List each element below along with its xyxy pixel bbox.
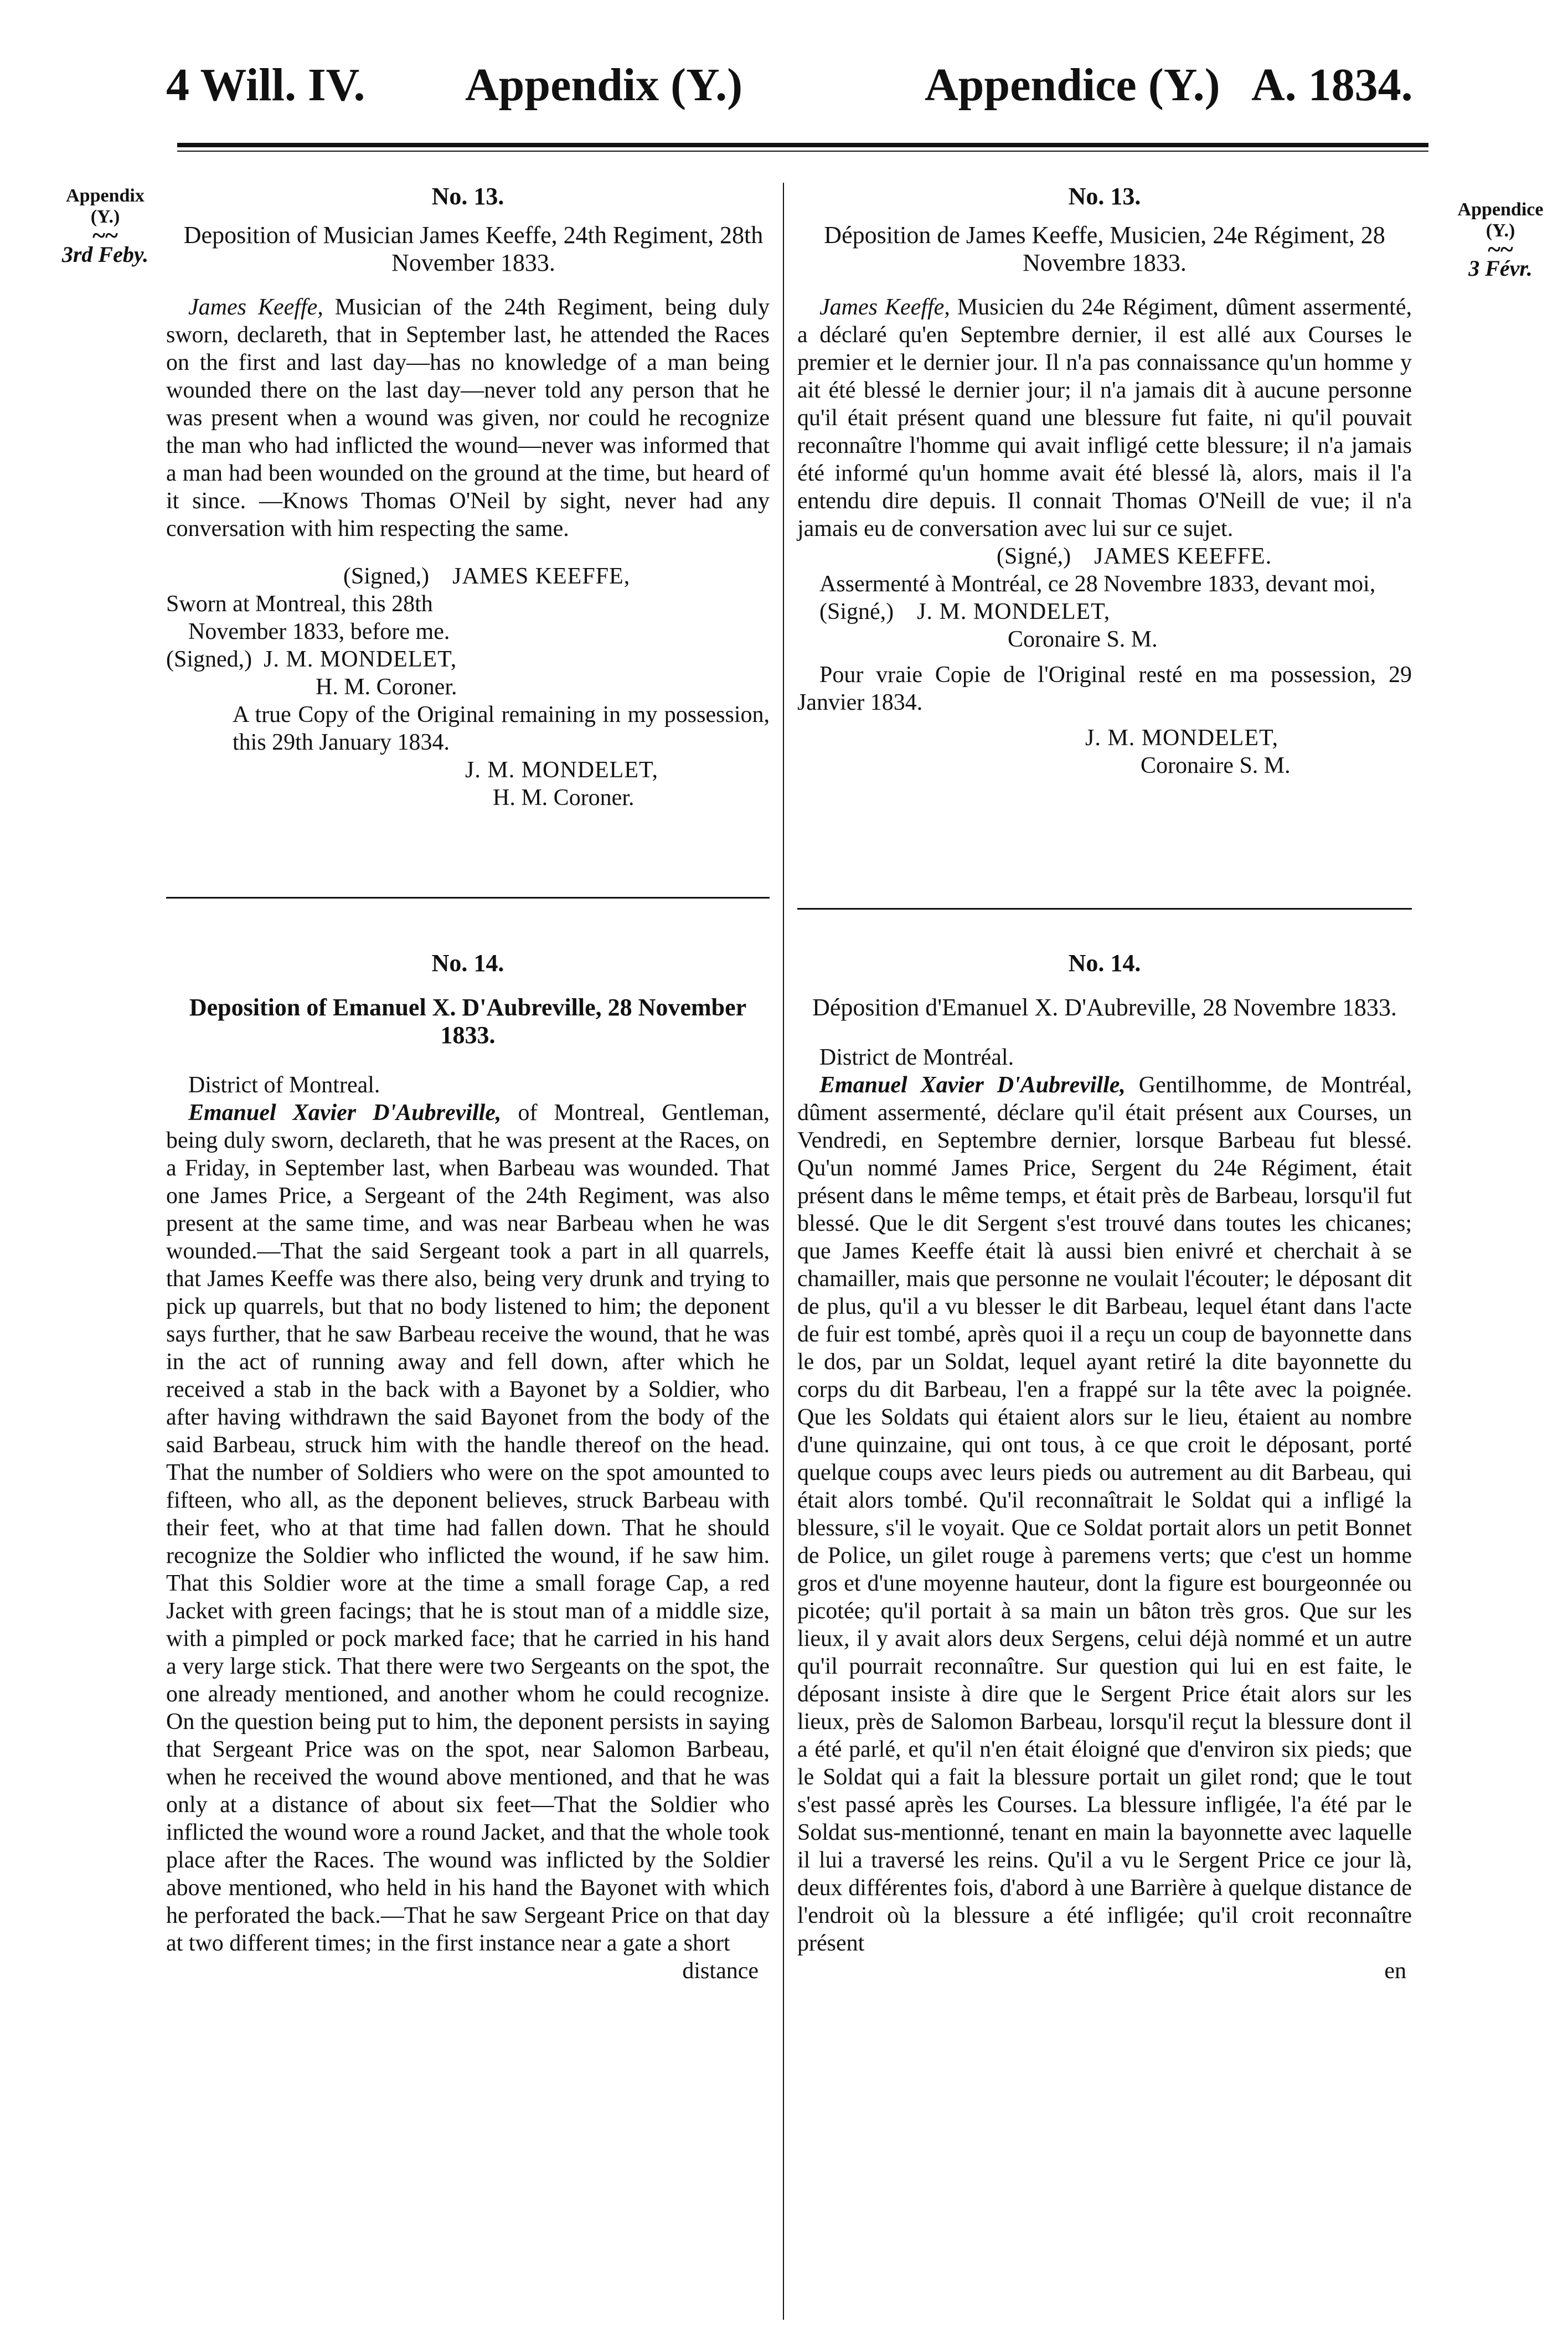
margin-label-left: Appendix [66, 185, 145, 206]
coroner-title: H. M. Coroner. [316, 674, 457, 700]
margin-note-right [1451, 199, 1550, 279]
deposition-text: Gentilhomme, de Montréal, dûment assermenté, déclare qu'il était présent aux Courses, un Vendredi, en Septembre dernier, lorsque Barbeau fut blessé. Qu'un nommé James Price, Sergent du 24e Régiment, était présent dans le même temps, et était près de Barbeau, lorsqu'il fut blessé. Que le dit Sergent s'est trouvé dans toutes les chicanes; que James Keeffe était là aussi bien enivré et cherchait à se chamailler, mais que personne ne voulait l'écouter; le déposant dit de plus, qu'il a vu blesser le dit Barbeau, lequel étant dans l'acte de fuir est tombé, après quoi il a reçu un coup de bayonnette dans le dos, par un Soldat, lequel ayant retiré la dite bayonnette du corps du dit Barbeau, l'en a frappé sur la tête avec la poignée. Que les Soldats qui étaient alors sur le lieu, étaient au nombre d'une quinzaine, qui ont tous, à ce que croit le déposant, porté quelque coups avec leurs pieds ou autrement au dit Barbeau, qui était alors tombé. Qu'il reconnaîtrait le Soldat qui a infligé la blessure, s'il le voyait. Que ce Soldat portait alors un petit Bonnet de Police, un gilet rouge à paremens verts; que c'est un homme gros et d'une moyenne hauteur, dont la figure est bourgeonnée ou picotée; qu'il portait à sa main un bâton très gros. Que sur les lieux, il y avait alors deux Sergens, celui déjà nommé et un autre qu'il pourrait reconnaître. Sur question qui lui en est faite, le déposant insiste à dire que le Sergent Price était alors sur les lieux, près de Salomon Barbeau, lorsqu'il reçut la blessure dont il a été parlé, et qu'il n'en était éloigné que d'environ six pieds; que le Soldat qui a fait la blessure portait un gilet rond; que le tout s'est passé après les Courses. La blessure infligée, l'a été par le Soldat sus-mentionné, tenant en main la bayonnette avec laquelle il lui a traversé les reins. Qu'il a vu le Sergent Price ce jour là, deux différentes fois, d'abord à une Barrière à quelque distance de l'endroit où la blessure a été infligée; qu'il croit reconnaître présent [797, 1072, 1412, 1956]
english-deposition-14 [166, 949, 770, 1985]
margin-sub-right: (Y.) [1486, 220, 1515, 241]
final-signature: J. M. MONDELET, [1085, 725, 1279, 751]
deposition-title: Deposition of Musician James Keeffe, 24th Regiment, 28th November 1833. [183, 221, 764, 276]
deposition-title: Déposition d'Emanuel X. D'Aubreville, 28 Novembre 1833. [812, 994, 1397, 1021]
district-label: District de Montréal. [819, 1045, 1014, 1070]
coroner-name: J. M. MONDELET, [917, 599, 1111, 625]
signed-label: (Signé,) [819, 599, 894, 625]
final-title: H. M. Coroner. [493, 785, 635, 811]
column-divider [783, 183, 784, 2320]
margin-sub-left: (Y.) [90, 207, 120, 227]
final-signature: J. M. MONDELET, [465, 757, 659, 783]
deponent-name: James Keeffe, [188, 295, 323, 320]
deposition-body [797, 1071, 1412, 1957]
true-copy-note: Pour vraie Copie de l'Original resté en ma possession, 29 Janvier 1834. [797, 662, 1412, 715]
sworn-line-1: Sworn at Montreal, this 28th [166, 591, 433, 617]
final-title: Coronaire S. M. [1141, 753, 1291, 778]
header-rule-thin [177, 151, 1428, 152]
sworn-line-2: November 1833, before me. [188, 619, 450, 644]
year-label: A. 1834. [1251, 59, 1413, 111]
header-rule [177, 143, 1428, 147]
deposition-text: Musician of the 24th Regiment, being duly sworn, declareth, that in September last, he attended the Races on the first and last day—has no knowledge of a man being wounded there on the last day—never told any person that he was present when a wound was given, nor could he recognize the man who had inflicted the wound—never was informed that a man had been wounded on the ground at the time, but heard of it since. —Knows Thomas O'Neil by sight, never had any conversation with him respecting the same. [166, 295, 770, 541]
sworn-line: Assermenté à Montréal, ce 28 Novembre 1833, devant moi, [819, 571, 1376, 597]
margin-note-left [55, 185, 155, 265]
margin-date-left: 3rd Feby. [61, 242, 149, 267]
signed-name: JAMES KEEFFE. [1094, 544, 1272, 569]
coroner-title: Coronaire S. M. [1008, 627, 1158, 652]
signed-label: (Signed,) [166, 647, 252, 672]
signature-line [166, 563, 770, 590]
signature-line [797, 543, 1412, 570]
district-label: District of Montreal. [188, 1072, 380, 1098]
section-rule-english [166, 897, 770, 899]
session-label: 4 Will. IV. [166, 59, 365, 111]
appendix-title-english: Appendix (Y.) [465, 59, 743, 111]
deposition-number: No. 14. [1068, 949, 1141, 977]
signed-label: (Signed,) [343, 564, 430, 589]
deponent-name: Emanuel Xavier D'Aubreville, [819, 1072, 1126, 1098]
flourish-icon: ~~ [1488, 236, 1513, 263]
coroner-signature [166, 646, 770, 673]
margin-date-right: 3 Févr. [1468, 256, 1533, 281]
deposition-text: of Montreal, Gentleman, being duly sworn, declareth, that he was present at the Races, on a Friday, in September last, when Barbeau was wounded. That one James Price, a Sergeant of the 24th Regiment, was also present at the same time, and was near Barbeau when he was wounded.—That the said Sergeant took a part in all quarrels, that James Keeffe was there also, being very drunk and trying to pick up quarrels, but that no body listened to him; the deponent says further, that he saw Barbeau receive the wound, that he was in the act of running away and fell down, after which he received a stab in the back with a Bayonet by a Soldier, who after having withdrawn the said Bayonet from the body of the said Barbeau, struck him with the handle thereof on the head. That the number of Soldiers who were on the spot amounted to fifteen, who all, as the deponent believes, struck Barbeau with their feet, who at that time had fallen down. That he should recognize the Soldier who inflicted the wound, if he saw him. That this Soldier wore at the time a small forage Cap, a red Jacket with green facings; that he is stout man of a middle size, with a pimpled or pock marked face; that he carried in his hand a very large stick. That there were two Sergeants on the spot, the one already mentioned, and another whom he could recognize. On the question being put to him, the deponent persists in saying that Sergeant Price was on the spot, near Salomon Barbeau, when he received the wound above mentioned, and that he was only at a distance of about six feet—That the Soldier who inflicted the wound wore a round Jacket, and that the whole took place after the Races. The wound was inflicted by the Soldier above mentioned, who held in his hand the Bayonet with which he perforated the back.—That he saw Sergeant Price on that day at two different times; in the first instance near a gate a short [166, 1100, 770, 1956]
coroner-signature [797, 598, 1412, 626]
section-rule-french [797, 908, 1412, 910]
appendix-title-french: Appendice (Y.) [925, 59, 1220, 111]
deposition-title: Déposition de James Keeffe, Musicien, 24e Régiment, 28 Novembre 1833. [824, 221, 1385, 276]
margin-label-right: Appendice [1457, 199, 1544, 220]
catchword: distance [682, 1958, 759, 1984]
catchword: en [1384, 1958, 1406, 1984]
deposition-title: Deposition of Emanuel X. D'Aubreville, 28 November 1833. [189, 994, 747, 1049]
flourish-icon: ~~ [92, 222, 118, 249]
signed-name: JAMES KEEFFE, [452, 564, 631, 589]
english-deposition-13 [166, 183, 770, 812]
deponent-name: Emanuel Xavier D'Aubreville, [188, 1100, 502, 1126]
french-deposition-14 [797, 949, 1412, 1985]
french-deposition-13 [797, 183, 1412, 780]
deposition-number: No. 13. [431, 183, 504, 210]
coroner-name: J. M. MONDELET, [264, 647, 457, 672]
deposition-body [797, 293, 1412, 543]
deposition-body [166, 1099, 770, 1957]
deposition-number: No. 13. [1068, 183, 1141, 210]
signed-label: (Signé,) [997, 544, 1071, 569]
deposition-body [166, 293, 770, 543]
true-copy-note: A true Copy of the Original remaining in my possession, this 29th January 1834. [233, 702, 770, 755]
deposition-number: No. 14. [431, 949, 504, 977]
deposition-text: Musicien du 24e Régiment, dûment assermenté, a déclaré qu'en Septembre dernier, il est allé aux Courses le premier et le dernier jour. Il n'a pas connaissance qu'un homme y ait été blessé le dernier jour; il n'a jamais dit à aucune personne qu'il était présent quand une blessure fut faite, ni qu'il pouvait reconnaître l'homme qui avait infligé cette blessure; il n'a jamais été informé qu'un homme avait été blessé là, alors, mais il l'a entendu dire depuis. Il connait Thomas O'Neill de vue; il n'a jamais eu de conversation avec lui sur ce sujet. [797, 295, 1412, 541]
deponent-name: James Keeffe, [819, 295, 950, 320]
